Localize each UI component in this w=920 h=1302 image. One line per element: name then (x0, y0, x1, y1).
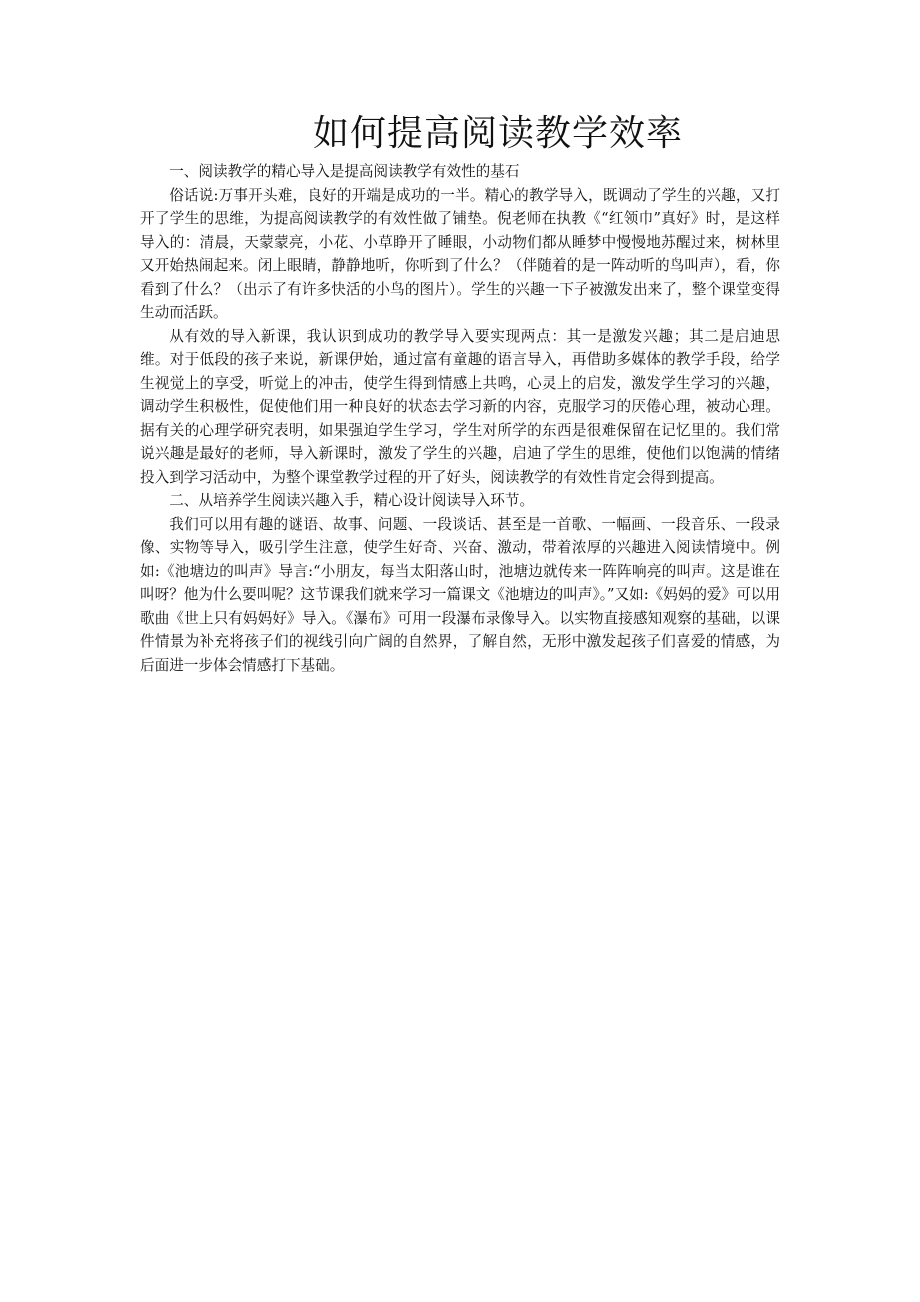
section-heading-2: 二、从培养学生阅读兴趣入手，精心设计阅读导入环节。 (169, 492, 535, 509)
section-heading-1: 一、阅读教学的精心导入是提高阅读教学有效性的基石 (169, 163, 520, 180)
paragraph: 从有效的导入新课，我认识到成功的教学导入要实现两点：其一是激发兴趣；其二是启迪思维。对于低段的孩子来说，新课伊始，通过富有童趣的语言导入，再借助多媒体的教学手段，给学生视觉上的享受，听觉上的冲击，使学生得到情感上共鸣，心灵上的启发，激发学生学习的兴趣，调动学生积极性，促使他们用一种良好的状态去学习新的内容，克服学习的厌倦心理，被动心理。据有关的心理学研究表明，如果强迫学生学习，学生对所学的东西是很难保留在记忆里的。我们常说兴趣是最好的老师，导入新课时，激发了学生的兴趣，启迪了学生的思维，使他们以饱满的情绪投入到学习活动中，为整个课堂教学过程的开了好头，阅读教学的有效性肯定会得到提高。 (140, 327, 780, 486)
document-title: 如何提高阅读教学效率 (312, 113, 683, 154)
paragraph: 俗话说:万事开头难，良好的开端是成功的一半。精心的教学导入，既调动了学生的兴趣，又打开了学生的思维，为提高阅读教学的有效性做了铺垫。倪老师在执教《“红领巾”真好》时，是这样导入的：清晨，天蒙蒙亮，小花、小草睁开了睡眼，小动物们都从睡梦中慢慢地苏醒过来，树林里又开始热闹起来。闭上眼睛，静静地听，你听到了什么？（伴随着的是一阵动听的鸟叫声），看，你看到了什么？（出示了有许多快活的小鸟的图片）。学生的兴趣一下子被激发出来了，整个课堂变得生动而活跃。 (140, 186, 780, 321)
paragraph: 我们可以用有趣的谜语、故事、问题、一段谈话、甚至是一首歌、一幅画、一段音乐、一段录像、实物等导入，吸引学生注意，使学生好奇、兴奋、激动，带着浓厚的兴趣进入阅读情境中。例如:《池塘边的叫声》导言:“小朋友，每当太阳落山时，池塘边就传来一阵阵响亮的叫声。这是谁在叫呀？他为什么要叫呢？这节课我们就来学习一篇课文《池塘边的叫声》。”又如:《妈妈的爱》可以用歌曲《世上只有妈妈好》导入。《瀑布》可用一段瀑布录像导入。以实物直接感知观察的基础，以课件情景为补充将孩子们的视线引向广阔的自然界，了解自然，无形中激发起孩子们喜爱的情感，为后面进一步体会情感打下基础。 (140, 515, 780, 674)
document-body (140, 160, 780, 677)
